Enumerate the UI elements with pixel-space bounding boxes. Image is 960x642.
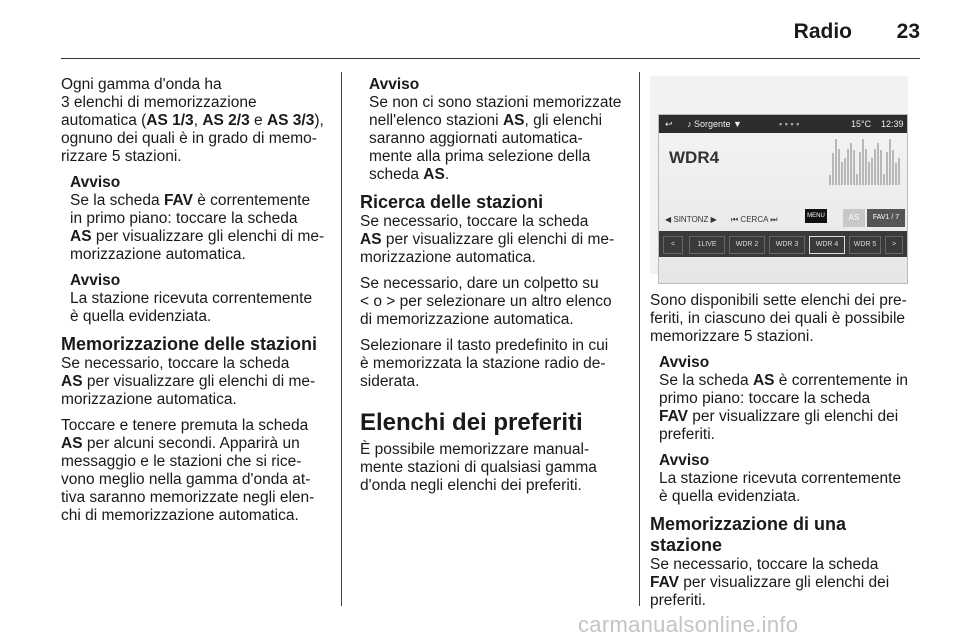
waveform-graphic (829, 139, 901, 185)
preset-prev-icon: < (663, 236, 683, 254)
back-arrow-icon: ↩ (665, 119, 673, 129)
note-fav-tab: Avviso Se la scheda FAV è correntemente in primo piano: toccare la scheda AS per visualizzare gli elenchi di me- morizzazione automatica. (70, 174, 325, 263)
waveform-bar (835, 139, 837, 185)
search-paragraph-2: Se necessario, dare un colpetto su < o > per selezionare un altro elenco di memorizzazione automatica. (360, 275, 612, 328)
waveform-bar (895, 163, 897, 185)
cerca-control: ⏮ CERCA ⏭ (731, 215, 778, 224)
storing-paragraph-2: Toccare e tenere premuta la scheda AS per alcuni secondi. Apparirà un messaggio e le stazioni che si rice- vono meglio nella gamma d'onda at- tiva saranno memorizzate negli elen- chi di memorizzazione automatica. (61, 417, 315, 524)
preset-next-icon: > (885, 236, 903, 254)
station-name: WDR4 (669, 148, 720, 167)
waveform-bar (862, 139, 864, 185)
column-divider-1 (341, 72, 342, 606)
page-number: 23 (896, 20, 920, 43)
favourites-paragraph: È possibile memorizzare manual- mente stazioni di qualsiasi gamma d'onda negli elenchi dei preferiti. (360, 441, 597, 494)
note-empty-list: Avviso Se non ci sono stazioni memorizzate nell'elenco stazioni AS, gli elenchi saranno aggiornati automatica- mente alla prima selezione della scheda AS. (369, 76, 622, 183)
preset-button-active: WDR 4 (809, 236, 845, 254)
radio-screen-display (658, 114, 908, 284)
column-2 (360, 76, 630, 503)
column-1 (61, 76, 333, 533)
preset-button: WDR 2 (729, 236, 765, 254)
waveform-bar (829, 175, 831, 185)
waveform-bar (877, 143, 879, 185)
clock-readout: 12:39 (881, 119, 904, 129)
section-heading-favourites: Elenchi dei preferiti (360, 409, 583, 436)
waveform-bar (838, 149, 840, 185)
menu-button-graphic: MENU (805, 209, 827, 223)
waveform-bar (898, 158, 900, 185)
waveform-bar (844, 158, 846, 185)
waveform-bar (859, 152, 861, 185)
note-as-tab: Avviso Se la scheda AS è correntemente in primo piano: toccare la scheda FAV per visualizzare gli elenchi dei preferiti. (659, 354, 909, 443)
waveform-bar (853, 150, 855, 185)
waveform-bar (856, 174, 858, 185)
search-paragraph-1: Se necessario, toccare la scheda AS per visualizzare gli elenchi di me- morizzazione automatica. (360, 213, 615, 266)
waveform-bar (886, 152, 888, 185)
status-icons: ▪ ▪ ▪ ▪ (779, 119, 800, 129)
waveform-bar (850, 143, 852, 185)
waveform-bar (847, 149, 849, 185)
storing-paragraph-1: Se necessario, toccare la scheda AS per visualizzare gli elenchi di me- morizzazione automatica. (61, 355, 316, 408)
waveform-bar (880, 150, 882, 185)
waveform-bar (892, 150, 894, 185)
as-tab-graphic: AS (843, 209, 865, 227)
page-header-title: Radio (793, 20, 852, 43)
column-3 (650, 72, 922, 618)
waveform-bar (841, 162, 843, 185)
waveform-bar (889, 139, 891, 185)
waveform-bar (871, 158, 873, 185)
section-heading-search: Ricerca delle stazioni (360, 192, 544, 212)
favourites-lists-paragraph: Sono disponibili sette elenchi dei pre- feriti, in ciascuno dei quali è possibile memorizzare 5 stazioni. (650, 292, 907, 345)
temperature-readout: 15°C (851, 119, 872, 129)
section-heading-store-station: Memorizzazione di una stazione (650, 514, 847, 555)
waveform-bar (832, 153, 834, 185)
waveform-bar (865, 149, 867, 185)
preset-button: 1LIVE (689, 236, 725, 254)
intro-paragraph: Ogni gamma d'onda ha 3 elenchi di memorizzazione automatica (AS 1/3, AS 2/3 e AS 3/3), ognuno dei quali è in grado di memo- rizzare 5 stazioni. (61, 76, 324, 165)
radio-screen-illustration (650, 76, 908, 274)
note-highlighted-station-fav: Avviso La stazione ricevuta correntemente è quella evidenziata. (659, 452, 902, 505)
column-divider-2 (639, 72, 640, 606)
waveform-bar (874, 149, 876, 185)
watermark: carmanualsonline.info (578, 612, 799, 637)
preset-button: WDR 3 (769, 236, 805, 254)
note-highlighted-station: Avviso La stazione ricevuta correntemente è quella evidenziata. (70, 272, 313, 325)
store-station-paragraph: Se necessario, toccare la scheda FAV per visualizzare gli elenchi dei preferiti. (650, 556, 890, 609)
preset-bar (659, 231, 907, 257)
preset-button: WDR 5 (849, 236, 881, 254)
section-heading-storing: Memorizzazione delle stazioni (61, 334, 318, 354)
waveform-bar (883, 174, 885, 185)
fav-tab-graphic: FAV1 / 7 (867, 209, 905, 227)
header-rule (61, 58, 920, 59)
screen-status-bar (659, 115, 907, 133)
search-paragraph-3: Selezionare il tasto predefinito in cui è memorizzata la stazione radio de- siderata. (360, 337, 609, 390)
sintonz-control: ◀ SINTONZ ▶ (665, 215, 717, 224)
waveform-bar (868, 162, 870, 185)
source-selector: ♪ Sorgente ▼ (687, 119, 742, 129)
